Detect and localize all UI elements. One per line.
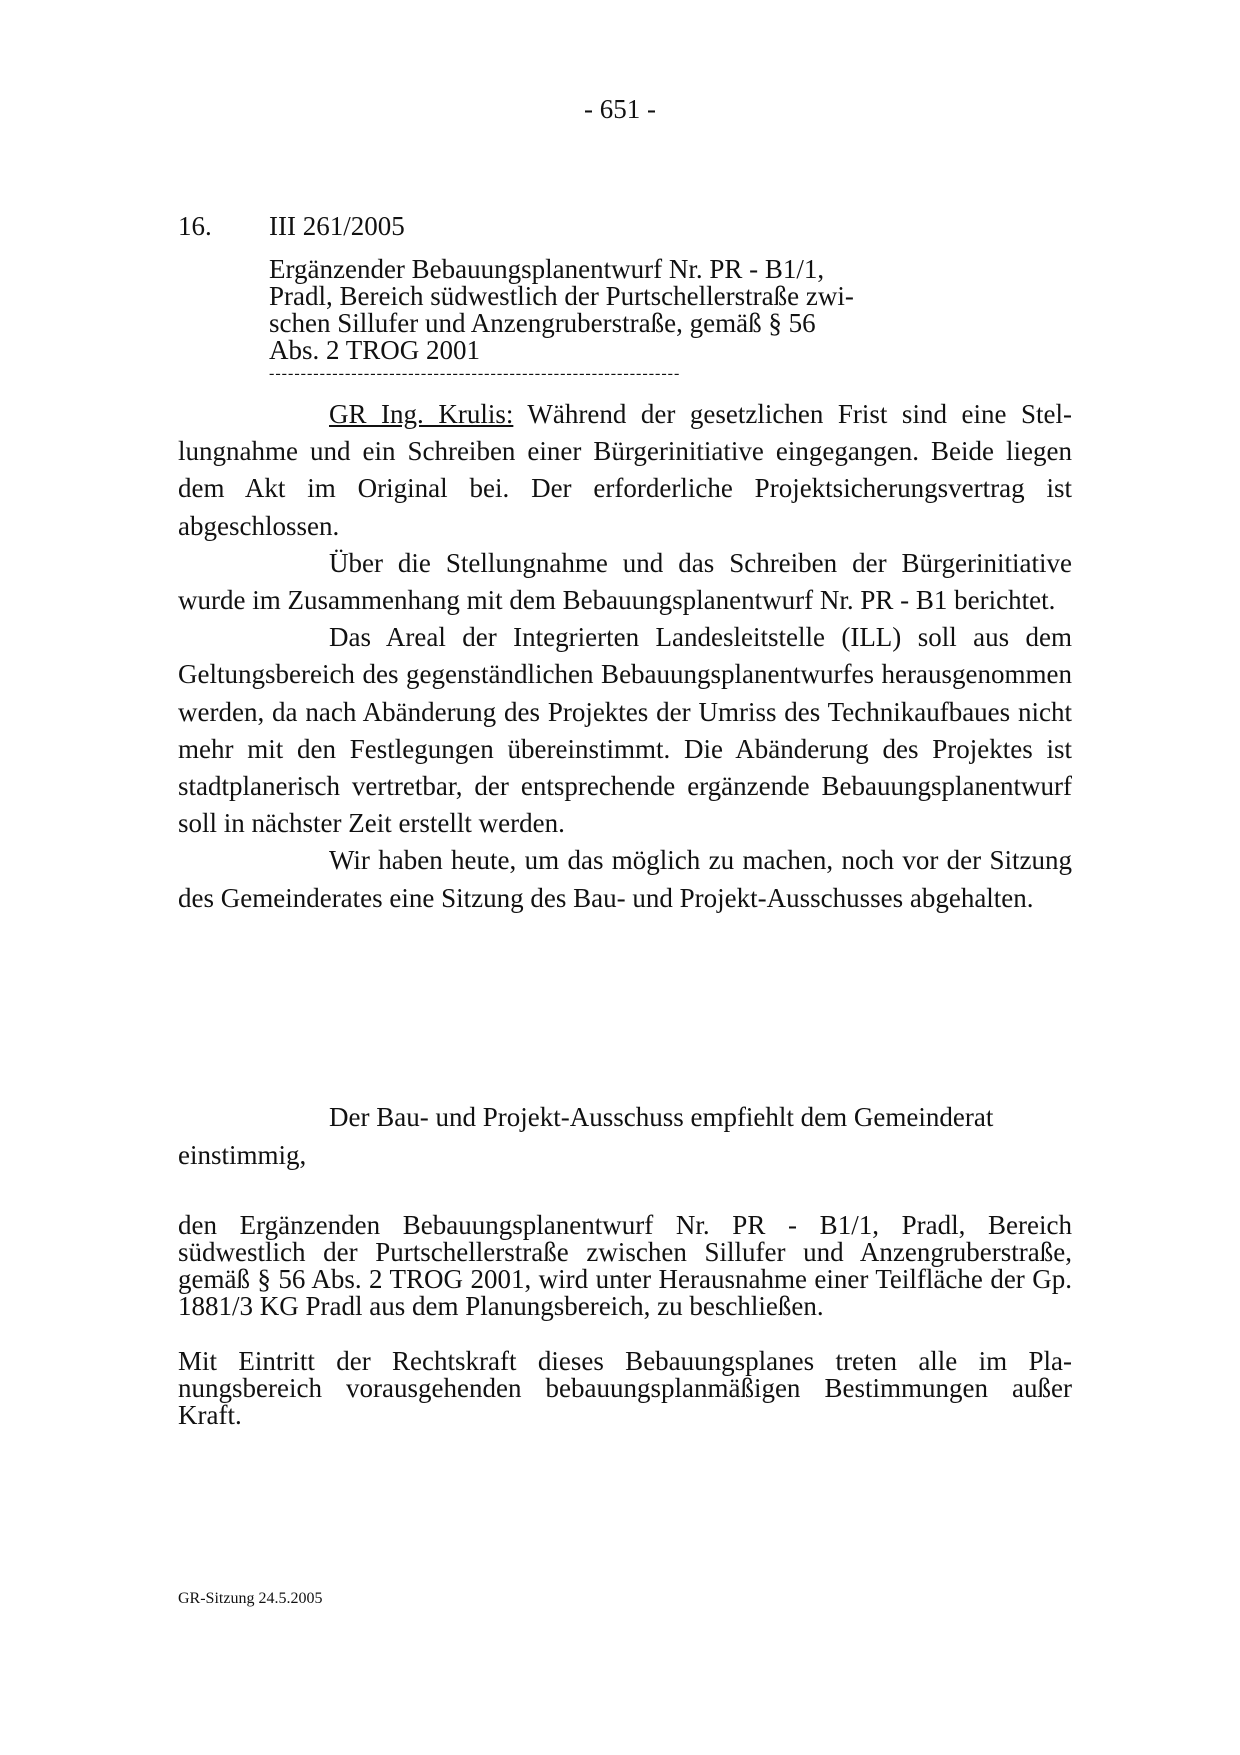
agenda-item-number: 16. bbox=[178, 211, 212, 241]
case-reference: III 261/2005 bbox=[269, 211, 405, 241]
statement-text bbox=[178, 396, 1072, 917]
statement-paragraph: Über die Stellungnahme und das Schreiben der Bürgerinitiative wurde im Zusammenhang mit dem Bebauungsplanentwurf Nr. PR - B1 berichtet. bbox=[178, 547, 1072, 616]
subject-line: Pradl, Bereich südwestlich der Purtschellerstraße zwi- bbox=[269, 281, 854, 311]
legal-effect-text bbox=[178, 1348, 1072, 1429]
speaker-name: GR Ing. Krulis: bbox=[329, 399, 514, 429]
page-number: - 651 - bbox=[584, 94, 656, 124]
separator-line: ----------------------------------------------------------------- bbox=[269, 366, 681, 382]
subject-line: schen Sillufer und Anzengruberstraße, gemäß § 56 bbox=[269, 308, 816, 338]
subject-line: Ergänzender Bebauungsplanentwurf Nr. PR - B1/1, bbox=[269, 254, 825, 284]
recommendation-lead: Der Bau- und Projekt-Ausschuss empfiehlt dem Gemeinderat bbox=[329, 1102, 994, 1132]
footer-session-date: GR-Sitzung 24.5.2005 bbox=[178, 1590, 323, 1607]
item-subject bbox=[269, 256, 909, 364]
paragraph-text: Während der gesetzlichen Frist sind eine Stellungnahme und ein Schreiben einer Bürgerinitiative eingegangen. Beide liegen dem Akt im Original bei. Der erforderliche Projektsicherungsvertrag ist abgeschlossen. bbox=[178, 399, 1072, 541]
committee-recommendation bbox=[178, 1099, 1072, 1174]
legal-effect-paragraph: Mit Eintritt der Rechtskraft dieses Bebauungsplanes treten alle im Planungsbereich vorausgehenden bebauungsplanmäßigen Bestimmungen außer Kraft. bbox=[178, 1346, 1072, 1430]
statement-paragraph: Das Areal der Integrierten Landesleitstelle (ILL) soll aus dem Geltungsbereich des gegenständlichen Bebauungsplanentwurfes herausgenommen werden, da nach Abänderung des Projektes der Umriss des Technikaufbaues nicht mehr mit den Festlegungen übereinstimmt. Die Abänderung des Projektes ist stadtplanerisch vertretbar, der entsprechende ergänzende Bebauungsplanentwurf soll in nächster Zeit erstellt werden. bbox=[178, 622, 1072, 839]
resolution-text bbox=[178, 1212, 1072, 1320]
vote-mode: einstimmig, bbox=[178, 1139, 307, 1170]
resolution-paragraph: den Ergänzenden Bebauungsplanentwurf Nr. PR - B1/1, Pradl, Bereich südwestlich der Purtschellerstraße zwischen Sillufer und Anzengruberstraße, gemäß § 56 Abs. 2 TROG 2001, wird unter Herausnahme einer Teilfläche der Gp. 1881/3 KG Pradl aus dem Planungsbereich, zu beschließen. bbox=[178, 1210, 1072, 1321]
subject-line: Abs. 2 TROG 2001 bbox=[269, 335, 481, 365]
statement-paragraph: Wir haben heute, um das möglich zu machen, noch vor der Sitzung des Gemeinderates eine Sitzung des Bau- und Projekt-Ausschusses abgehalten. bbox=[178, 845, 1072, 913]
statement-paragraph bbox=[178, 396, 1072, 545]
